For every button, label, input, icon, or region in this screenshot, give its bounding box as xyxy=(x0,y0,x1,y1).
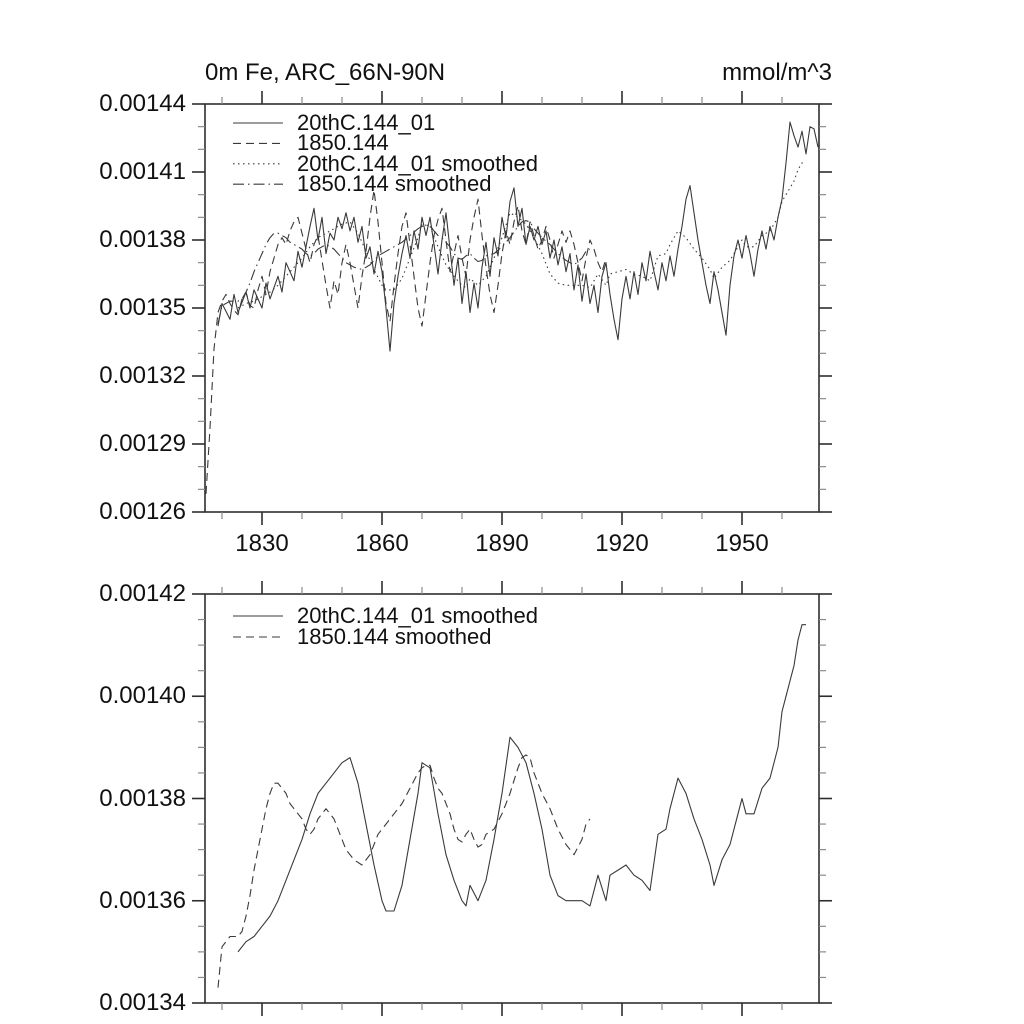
legend-label: 20thC.144_01 xyxy=(297,110,436,135)
x-tick-label: 1890 xyxy=(475,530,529,557)
y-tick-label: 0.00134 xyxy=(99,989,186,1016)
x-tick-label: 1920 xyxy=(595,530,649,557)
y-tick-label: 0.00138 xyxy=(99,226,186,253)
chart-2-frame xyxy=(205,594,819,1003)
y-tick-label: 0.00129 xyxy=(99,430,186,457)
y-tick-label: 0.00126 xyxy=(99,498,186,525)
legend-label: 1850.144 smoothed xyxy=(297,624,492,649)
x-tick-label: 1830 xyxy=(235,530,289,557)
y-tick-label: 0.00138 xyxy=(99,784,186,812)
legend-label: 20thC.144_01 smoothed xyxy=(297,150,538,176)
legend-label: 1850.144 smoothed xyxy=(297,171,492,197)
x-tick-label: 1950 xyxy=(715,530,769,557)
y-tick-label: 0.00140 xyxy=(99,682,186,710)
y-tick-label: 0.00135 xyxy=(99,294,186,321)
units-label: mmol/m^3 xyxy=(722,59,832,86)
y-tick-label: 0.00136 xyxy=(99,886,186,914)
x-tick-label: 1860 xyxy=(355,530,409,557)
y-tick-label: 0.00141 xyxy=(99,158,186,185)
y-tick-label: 0.00144 xyxy=(99,90,186,117)
chart-title: 0m Fe, ARC_66N-90N xyxy=(205,59,446,86)
legend-label: 1850.144 xyxy=(297,130,389,156)
series-line-20thc-144-01-smoothed xyxy=(238,625,806,952)
y-tick-label: 0.00142 xyxy=(99,580,186,607)
y-tick-label: 0.00132 xyxy=(99,362,186,389)
legend-label: 20thC.144_01 smoothed xyxy=(297,603,538,628)
